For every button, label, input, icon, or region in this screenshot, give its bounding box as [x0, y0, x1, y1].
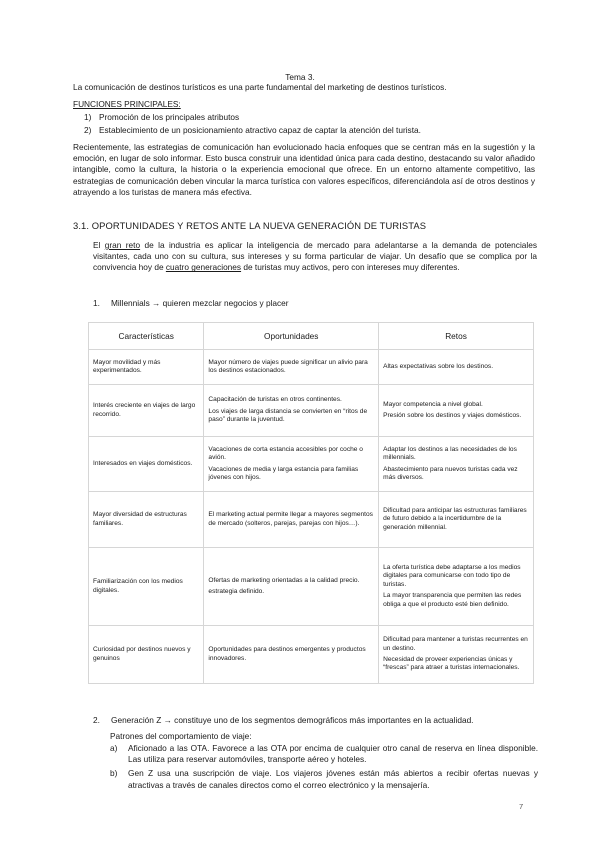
table-cell: Interesados en viajes domésticos. — [89, 437, 204, 492]
list-text: Establecimiento de un posicionamiento atractivo capaz de captar la atención del turista. — [99, 125, 421, 135]
table-row — [89, 350, 534, 385]
cell-text: Capacitación de turistas en otros continentes. — [208, 396, 342, 404]
list-number: 2) — [84, 125, 92, 135]
column-header: Retos — [379, 323, 534, 350]
list-number: 1. — [93, 298, 100, 308]
genz-heading — [93, 715, 474, 725]
table-cell — [379, 492, 534, 548]
table-cell: Curiosidad por destinos nuevos y genuinos — [89, 626, 204, 684]
cell-text: Mayor competencia a nivel global. — [383, 400, 483, 408]
list-number: 2. — [93, 715, 100, 725]
cell-text: Adaptar los destinos a las necesidades de los millennials. — [383, 445, 517, 462]
table-cell — [379, 385, 534, 437]
millennials-table — [88, 322, 534, 684]
table-cell — [204, 437, 379, 492]
table-row — [89, 385, 534, 437]
cell-text: Presión sobre los destinos y viajes domésticos. — [383, 412, 522, 419]
text-span: de turistas muy activos, pero con intereses muy diferentes. — [241, 262, 460, 273]
list-text: Promoción de los principales atributos — [99, 112, 240, 122]
cell-text: Oportunidades para destinos emergentes y productos innovadores. — [208, 646, 366, 662]
cell-text: Dificultad para anticipar las estructuras familiares de futuro debido a la incertidumbre de la generación millennial. — [383, 506, 527, 531]
table-cell — [204, 548, 379, 626]
cell-text: Mayor número de viajes puede significar un alivio para los destinos estacionados. — [208, 358, 368, 374]
list-text: Gen Z usa una suscripción de viaje. Los viajeros jóvenes están más abiertos a recibir ofertas nuevas y atractivas a través de canales directos como el correo electrónico y la mensajería. — [128, 768, 538, 790]
cell-text: Los viajes de larga distancia se convierten en “ritos de paso” durante la juventud. — [208, 407, 368, 424]
table-cell — [204, 350, 379, 385]
text-span: El — [93, 240, 105, 250]
cell-text: Vacaciones de corta estancia accesibles por coche o avión. — [208, 445, 363, 462]
table-header-row — [89, 323, 534, 350]
millennials-heading — [93, 298, 289, 308]
table-row — [89, 492, 534, 548]
funciones-heading: FUNCIONES PRINCIPALES: — [73, 99, 181, 109]
cell-text: Ofertas de marketing orientadas a la calidad precio. — [208, 576, 360, 584]
underlined-text: gran reto — [104, 240, 141, 250]
list-item — [84, 124, 421, 137]
cell-text: Vacaciones de media y larga estancia para familias jóvenes con hijos. — [208, 465, 359, 481]
underlined-text: cuatro generaciones — [165, 262, 242, 273]
patrones-list — [110, 743, 538, 794]
table-cell — [379, 437, 534, 492]
list-letter: a) — [110, 743, 118, 753]
table-cell — [204, 626, 379, 684]
table-cell — [204, 385, 379, 437]
cell-text: Dificultad para mantener a turistas recurrentes en un destino. — [383, 636, 528, 652]
table-cell: Mayor diversidad de estructuras familiares. — [89, 492, 204, 548]
funciones-list — [84, 111, 421, 137]
column-header: Características — [89, 323, 204, 350]
table-row — [89, 548, 534, 626]
list-item — [84, 111, 421, 124]
table-cell: Mayor movilidad y más experimentados. — [89, 350, 204, 385]
section-heading: 3.1. OPORTUNIDADES Y RETOS ANTE LA NUEVA GENERACIÓN DE TURISTAS — [73, 220, 427, 231]
page-number: 7 — [519, 802, 524, 811]
table-row — [89, 437, 534, 492]
cell-text: La oferta turística debe adaptarse a los medios digitales para comunicarse con todo tipo de turistas. — [383, 563, 521, 588]
paragraph-estrategias: Recientemente, las estrategias de comunicación han evolucionado hacia enfoques que se centran más en la sugestión y la emoción, en lugar de solo informar. Esto busca construir una identidad única para cada destino, destacando su valor añadido intangible, como la cultura, la historia o la experiencia emocional que ofrece. En un entorno altamente competitivo, las estrategias de comunicación deben vincular la marca turística con valores específicos, diferenciándola así de otros destinos y atrayendo a los turistas de manera más efectiva. — [73, 142, 535, 197]
table-cell: Familiarización con los medios digitales. — [89, 548, 204, 626]
table-cell: Interés creciente en viajes de largo recorrido. — [89, 385, 204, 437]
patrones-heading: Patrones del comportamiento de viaje: — [110, 731, 252, 741]
cell-text: La mayor transparencia que permiten las redes obliga a que el producto esté bien definido. — [383, 592, 522, 608]
cell-text: El marketing actual permite llegar a mayores segmentos de mercado (solteros, parejas, parejas con hijos…). — [208, 511, 373, 527]
table-cell — [379, 626, 534, 684]
text-span: de la industria es aplicar la inteligencia de mercado para adelantarse a la demanda de potenciales visitantes, cada uno con su cultura, sus intereses y su forma particular de viajar. Un desafío que se complica por la convivencia hoy de — [93, 240, 538, 273]
list-letter: b) — [110, 768, 118, 779]
list-number: 1) — [84, 112, 92, 122]
intro-text: La comunicación de destinos turísticos es una parte fundamental del marketing de destinos turísticos. — [73, 82, 447, 92]
table-cell — [204, 492, 379, 548]
page-title: Tema 3. — [285, 72, 315, 82]
list-item — [110, 768, 538, 790]
cell-text: Necesidad de proveer experiencias únicas y “frescas” para atraer a turistas internacionales. — [383, 656, 520, 672]
cell-text: estrategia definido. — [208, 588, 265, 595]
table-cell — [379, 548, 534, 626]
list-text: Millennials → quieren mezclar negocios y placer — [111, 298, 289, 308]
table-row — [89, 626, 534, 684]
list-text: Aficionado a las OTA. Favorece a las OTA por encima de cualquier otro canal de reserva en línea disponible. Las utiliza para reservar automóviles, transporte aéreo y hoteles. — [128, 743, 538, 765]
paragraph-reto — [93, 240, 537, 274]
list-text: Generación Z → constituye uno de los segmentos demográficos más importantes en la actualidad. — [111, 715, 474, 725]
list-item — [110, 743, 538, 765]
cell-text: Abastecimiento para nuevos turistas cada vez más diversos. — [383, 465, 518, 481]
table-cell — [379, 350, 534, 385]
column-header: Oportunidades — [204, 323, 379, 350]
cell-text: Altas expectativas sobre los destinos. — [383, 362, 494, 370]
